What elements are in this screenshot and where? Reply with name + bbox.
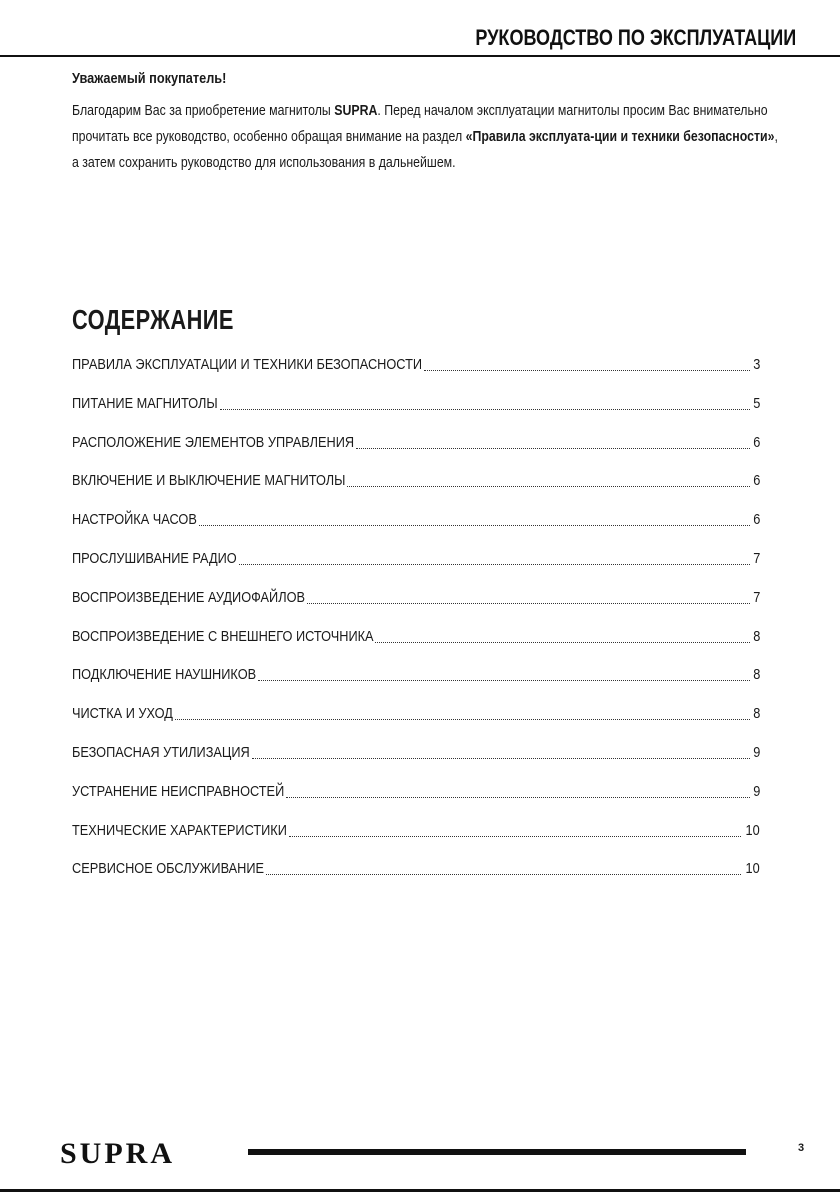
toc-item-label: УСТРАНЕНИЕ НЕИСПРАВНОСТЕЙ — [72, 782, 285, 800]
toc-item-page: 8 — [752, 627, 760, 645]
toc-leader-dots — [347, 470, 750, 487]
toc-item-label: ПОДКЛЮЧЕНИЕ НАУШНИКОВ — [72, 666, 257, 684]
toc-item[interactable] — [72, 820, 760, 859]
toc-item[interactable] — [72, 626, 760, 665]
toc-leader-dots — [199, 509, 750, 526]
toc-leader-dots — [356, 432, 750, 449]
toc-list — [72, 354, 760, 897]
toc-item-label: ПРОСЛУШИВАНИЕ РАДИО — [72, 549, 237, 567]
toc-item-label: ПИТАНИЕ МАГНИТОЛЫ — [72, 394, 218, 412]
toc-item[interactable] — [72, 703, 760, 742]
toc-leader-dots — [266, 858, 741, 875]
toc-item[interactable] — [72, 354, 760, 393]
toc-item-label: ВКЛЮЧЕНИЕ И ВЫКЛЮЧЕНИЕ МАГНИТОЛЫ — [72, 472, 346, 490]
toc-leader-dots — [252, 742, 750, 759]
toc-item-label: ВОСПРОИЗВЕДЕНИЕ АУДИОФАЙЛОВ — [72, 588, 306, 606]
header-title: РУКОВОДСТВО ПО ЭКСПЛУАТАЦИИ — [475, 25, 796, 50]
toc-leader-dots — [239, 548, 750, 565]
toc-item[interactable] — [72, 470, 760, 509]
intro-text-3: , а затем сохранить руководство для использования в дальнейшем. — [72, 128, 778, 171]
toc-item-page: 6 — [752, 472, 760, 490]
toc-leader-dots — [220, 393, 750, 410]
brand-name: SUPRA — [334, 102, 378, 119]
toc-leader-dots — [307, 587, 750, 604]
greeting: Уважаемый покупатель! — [72, 70, 227, 87]
toc-leader-dots — [175, 703, 750, 720]
toc-item-page: 7 — [752, 549, 760, 567]
toc-leader-dots — [424, 354, 750, 371]
toc-item-page: 8 — [752, 666, 760, 684]
toc-item[interactable] — [72, 548, 760, 587]
toc-leader-dots — [375, 626, 749, 643]
toc-leader-dots — [289, 820, 742, 837]
toc-item-label: ВОСПРОИЗВЕДЕНИЕ С ВНЕШНЕГО ИСТОЧНИКА — [72, 627, 374, 645]
toc-item-page: 3 — [752, 356, 760, 373]
toc-leader-dots — [286, 781, 750, 798]
toc-item[interactable] — [72, 587, 760, 626]
toc-item-page: 6 — [752, 511, 760, 529]
intro-text-1: Благодарим Вас за приобретение магнитолы — [72, 102, 335, 119]
toc-item-page: 9 — [752, 782, 760, 800]
intro-paragraph — [72, 98, 778, 176]
toc-item[interactable] — [72, 742, 760, 781]
toc-item-label: ЧИСТКА И УХОД — [72, 705, 173, 723]
toc-leader-dots — [258, 664, 750, 681]
toc-item[interactable] — [72, 509, 760, 548]
intro-text-2: . Перед началом эксплуатации магнитолы просим Вас внимательно прочитать все руководство, особенно обращая внимание на раздел — [72, 102, 768, 145]
toc-item[interactable] — [72, 858, 760, 897]
toc-item-page: 10 — [745, 860, 760, 878]
toc-item-label: ТЕХНИЧЕСКИЕ ХАРАКТЕРИСТИКИ — [72, 821, 287, 839]
toc-item-page: 8 — [752, 705, 760, 723]
toc-item-page: 7 — [752, 588, 760, 606]
toc-item-label: СЕРВИСНОЕ ОБСЛУЖИВАНИЕ — [72, 860, 265, 878]
page-header — [0, 0, 840, 53]
toc-item-label: ПРАВИЛА ЭКСПЛУАТАЦИИ И ТЕХНИКИ БЕЗОПАСНОСТИ — [72, 356, 423, 373]
header-rule — [0, 55, 840, 57]
toc-item-page: 6 — [752, 433, 760, 451]
toc-item[interactable] — [72, 664, 760, 703]
toc-item-page: 5 — [752, 394, 760, 412]
footer-rule — [248, 1149, 746, 1155]
toc-item[interactable] — [72, 781, 760, 820]
toc-heading: СОДЕРЖАНИЕ — [72, 304, 234, 335]
toc-item-page: 9 — [752, 743, 760, 761]
toc-item-label: РАСПОЛОЖЕНИЕ ЭЛЕМЕНТОВ УПРАВЛЕНИЯ — [72, 433, 355, 451]
page-number: 3 — [798, 1142, 805, 1154]
supra-logo: SUPRA — [60, 1137, 176, 1170]
section-reference: «Правила эксплуата-ции и техники безопасности» — [465, 128, 775, 145]
toc-item[interactable] — [72, 432, 760, 471]
toc-item[interactable] — [72, 393, 760, 432]
toc-item-page: 10 — [745, 821, 760, 839]
toc-item-label: НАСТРОЙКА ЧАСОВ — [72, 511, 197, 529]
toc-item-label: БЕЗОПАСНАЯ УТИЛИЗАЦИЯ — [72, 743, 250, 761]
